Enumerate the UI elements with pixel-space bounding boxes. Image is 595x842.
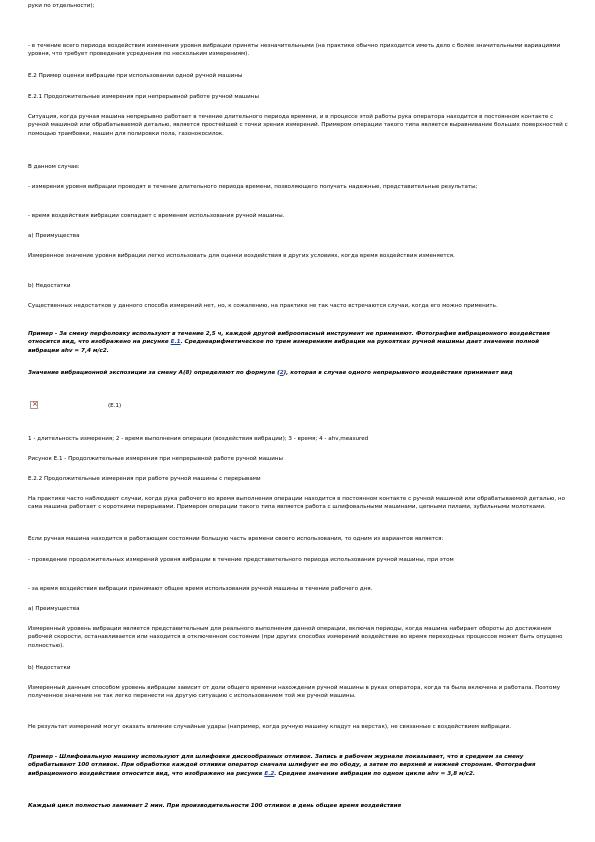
list-item-total-usage-time: - за время воздействия вибрации принимают общее время использования ручной машины в течение рабочего дня. — [28, 586, 373, 592]
paragraph-cycle-time: Каждый цикл полностью занимает 2 мин. При производительности 100 отливок в день общее время воздействия — [28, 803, 402, 809]
example-1-text-end: . Среднеарифметическое по трем измерениям вибрации на рукоятках ручной машины дает значение полной вибрации аhv = 7,4 м/с2. — [28, 339, 540, 354]
figure-caption-e1: Рисунок Е.1 - Продолжительные измерения при непрерывной работе ручной машины — [28, 456, 283, 462]
heading-advantages-1: а) Преимущества — [28, 233, 80, 239]
subsection-heading-e22: Е.2.2 Продолжительные измерения при работе ручной машины с перерывами — [28, 476, 261, 482]
heading-disadvantages-1: b) Недостатки — [28, 283, 71, 289]
link-formula-2[interactable]: 2 — [279, 370, 284, 376]
formula-row — [28, 401, 568, 417]
paragraph-option: Если ручная машина находится в работающем состоянии большую часть времени своего использования, то одним из вариантов является: — [28, 536, 444, 542]
example-2-text-end: . Среднее значение вибрации по одном цикле аhv = 3,8 м/с2. — [274, 770, 476, 777]
equation-number: (Е.1) — [108, 403, 122, 409]
paragraph-disadvantages-2: Измеренный данным способом уровень вибрации зависит от доли общего времени нахождения ручной машины в руках оператора, когда та была включена и работала. Поэтому полученное значение не так легко перенести на другую ситуацию с использованием той же ручной машины. — [28, 685, 561, 700]
subsection-heading-e21: Е.2.1 Продолжительные измерения при непрерывной работе ручной машины — [28, 94, 259, 100]
example-paragraph-1 — [28, 330, 568, 355]
paragraph-continuous-situation: Ситуация, когда ручная машина непрерывно работает в течение длительного периода времени, и в процессе этой работы рука оператора находится в постоянном контакте с ручной машиной или обрабатываемой деталью, является простейшей с точки зрения измерений. Примером операции такого типа является выравнивание больших поверхностей с помощью трамбовки, машин для полировки пола, газонокосилок. — [28, 114, 568, 137]
example-paragraph-2 — [28, 753, 568, 778]
paragraph-advantages-1: Измеренное значение уровня вибрации легко использовать для оценки воздействия в других условиях, когда время воздействия изменяется. — [28, 253, 455, 259]
paragraph-exposure-formula — [28, 369, 568, 377]
paragraph-in-this-case: В данном случае: — [28, 164, 80, 170]
link-figure-e2[interactable]: Е.2 — [264, 770, 275, 777]
formula-text-start: Значение вибрационной экспозиции за смену А(8) определяют по формуле ( — [28, 370, 280, 376]
link-figure-e1[interactable]: Е.1 — [170, 339, 181, 346]
heading-disadvantages-2: b) Недостатки — [28, 665, 71, 671]
list-item-representative-period: - проведение продолжительных измерений уровня вибрации в течение представительного периода использования ручной машины, при этом — [28, 557, 454, 563]
paragraph-advantages-2: Измеренный уровень вибрации является представительным для реального выполнения данной операции, включая периоды, когда машина набирает обороты до достижения рабочей скорости, останавливается или находится в отключенном состоянии (при других способах измерений воздействие во время переходных процессов может быть опущено полностью). — [28, 626, 563, 649]
example-2-text-start: Пример - Шлифовальную машину используют для шлифовки дискообразных отливок. Запись в рабочем журнале показывает, что в среднем за смену обрабатывают 100 отливок. При обработке каждой отливки оператор сначала шлифует ее по ободу, а затем по верхней и нижней сторонам. Фотография вибрационного воздействия относится вид, что изображено на рисунке — [28, 754, 536, 777]
broken-image-icon — [30, 401, 38, 409]
list-item-long-measurement: - измерения уровня вибрации проводят в течение длительного периода времени, позволяющего получать надежные, представительные результаты; — [28, 184, 478, 190]
paragraph-disadvantages-1: Существенных недостатков у данного способа измерений нет, но, к сожалению, на практике не так часто встречаются случаи, когда его можно применить. — [28, 303, 498, 309]
figure-legend: 1 - длительность измерения; 2 - время выполнения операции (воздействия вибрации); 3 - время; 4 - ahv,measured — [28, 436, 369, 442]
paragraph-interrupted-work: На практике часто наблюдают случаи, когда рука рабочего во время выполнения операции находится в постоянном контакте с ручной машиной или обрабатываемой деталью, но сама машина работает с короткими перерывами. Примером операции такого типа является работа с шлифовальными машинами, цепными пилами, зубильными молотками. — [28, 496, 566, 511]
list-item-variation-note: - в течение всего периода воздействия изменения уровня вибрации приняты незначительными (на практике обычно приходится иметь дело с более значительными вариациями уровня, что требует проведения усреднения по нескольким измерениям). — [28, 43, 561, 58]
paragraph-random-impacts: Не результат измерений могут оказать влияние случайные удары (например, когда ручную машину кладут на верстак), не связанные с воздействием вибрации. — [28, 724, 511, 730]
heading-advantages-2: а) Преимущества — [28, 606, 80, 612]
section-heading-e2: Е.2 Пример оценки вибрации при использовании одной ручной машины — [28, 73, 243, 79]
list-item-exposure-time: - время воздействия вибрации совпадает с временем использования ручной машины. — [28, 213, 285, 219]
text-fragment: руки по отдельности); — [28, 3, 95, 9]
formula-text-end: ), которая в случае одного непрерывного воздействия принимает вид — [283, 370, 513, 376]
example-1-text-start: Пример - За смену перфоловку используют в течение 2,5 ч, каждой другой виброопасный инструмент не применяют. Фотография вибрационного воздействия относится вид, что изображено на рисунке — [28, 331, 550, 346]
